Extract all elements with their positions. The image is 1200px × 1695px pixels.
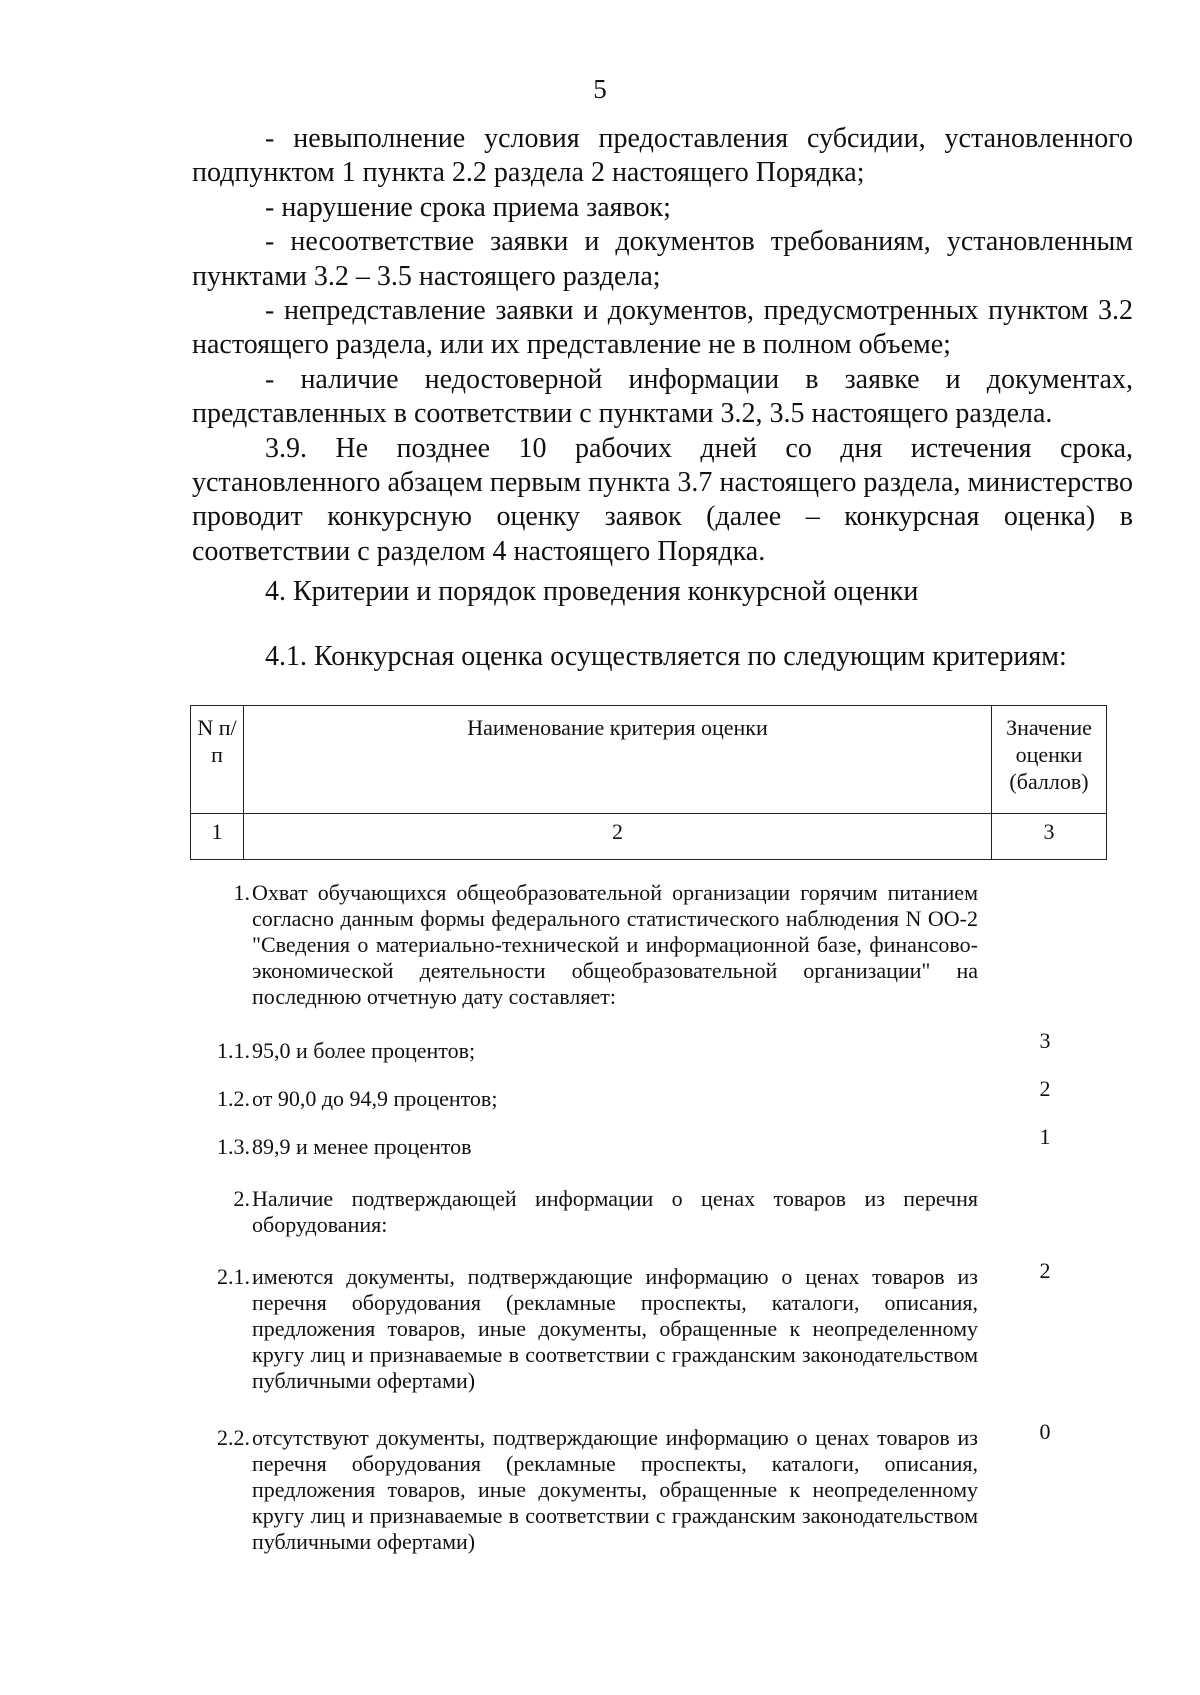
- criterion-number: 2.1.: [217, 1264, 250, 1289]
- page-number: 5: [593, 74, 607, 104]
- header-cell-name: Наименование критерия оценки: [244, 706, 992, 814]
- criterion-number: 1.3.: [217, 1134, 250, 1159]
- criteria-table-header: [190, 705, 1107, 860]
- criterion-number: 2.2.: [217, 1425, 250, 1450]
- header-cell-num: N п/п: [191, 706, 244, 814]
- section-heading: 4. Критерии и порядок проведения конкурсной оценки: [265, 576, 919, 607]
- table-header-row: [191, 706, 1107, 814]
- criterion-value: 3: [1039, 1028, 1051, 1053]
- criterion-text: 89,9 и менее процентов: [252, 1134, 472, 1159]
- body-text: [192, 122, 1133, 569]
- criterion-number: 2.: [233, 1186, 250, 1211]
- criterion-value: 2: [1039, 1076, 1051, 1101]
- criterion-number: 1.2.: [217, 1086, 250, 1111]
- criterion-text: от 90,0 до 94,9 процентов;: [252, 1086, 498, 1111]
- criterion-number: 1.: [233, 880, 250, 905]
- paragraph: - нарушение срока приема заявок;: [265, 191, 671, 223]
- criterion-text: Охват обучающихся общеобразовательной организации горячим питанием согласно данным формы федерального статистического наблюдения N ОО-2 "Сведения о материально-технической и информационной базе, финансово-экономической деятельности общеобразовательной организации" на последнюю отчетную дату составляет:: [252, 880, 978, 1009]
- paragraph: 3.9. Не позднее 10 рабочих дней со дня истечения срока, установленного абзацем первым пункта 3.7 настоящего раздела, министерство проводит конкурсную оценку заявок (далее – конкурсная оценка) в соответствии с разделом 4 настоящего Порядка.: [192, 432, 1133, 567]
- criterion-text: имеются документы, подтверждающие информацию о ценах товаров из перечня оборудования (рекламные проспекты, каталоги, описания, предложения товаров, иные документы, обращенные к неопределенному кругу лиц и признаваемые в соответствии с гражданским законодательством публичными офертами): [252, 1264, 978, 1393]
- paragraph: - невыполнение условия предоставления субсидии, установленного подпунктом 1 пункта 2.2 раздела 2 настоящего Порядка;: [192, 123, 1133, 189]
- criterion-value: 1: [1039, 1124, 1051, 1149]
- header-cell-value: Значение оценки (баллов): [992, 706, 1107, 814]
- index-cell: 1: [191, 814, 244, 860]
- criterion-text: Наличие подтверждающей информации о ценах товаров из перечня оборудования:: [252, 1186, 978, 1237]
- subsection-intro: 4.1. Конкурсная оценка осуществляется по следующим критериям:: [265, 641, 1067, 672]
- table-index-row: [191, 814, 1107, 860]
- criterion-value: 2: [1039, 1258, 1051, 1283]
- criterion-value: 0: [1039, 1419, 1051, 1444]
- paragraph: - непредставление заявки и документов, предусмотренных пунктом 3.2 настоящего раздела, или их представление не в полном объеме;: [192, 295, 1133, 361]
- paragraph: - наличие недостоверной информации в заявке и документах, представленных в соответствии с пунктами 3.2, 3.5 настоящего раздела.: [192, 363, 1133, 430]
- paragraph: - несоответствие заявки и документов требованиям, установленным пунктами 3.2 – 3.5 настоящего раздела;: [192, 226, 1133, 292]
- criterion-number: 1.1.: [217, 1038, 250, 1063]
- criterion-text: 95,0 и более процентов;: [252, 1038, 476, 1063]
- index-cell: 3: [992, 814, 1107, 860]
- criterion-text: отсутствуют документы, подтверждающие информацию о ценах товаров из перечня оборудования (рекламные проспекты, каталоги, описания, предложения товаров, иные документы, обращенные к неопределенному кругу лиц и признаваемые в соответствии с гражданским законодательством публичными офертами): [252, 1425, 978, 1554]
- index-cell: 2: [244, 814, 992, 860]
